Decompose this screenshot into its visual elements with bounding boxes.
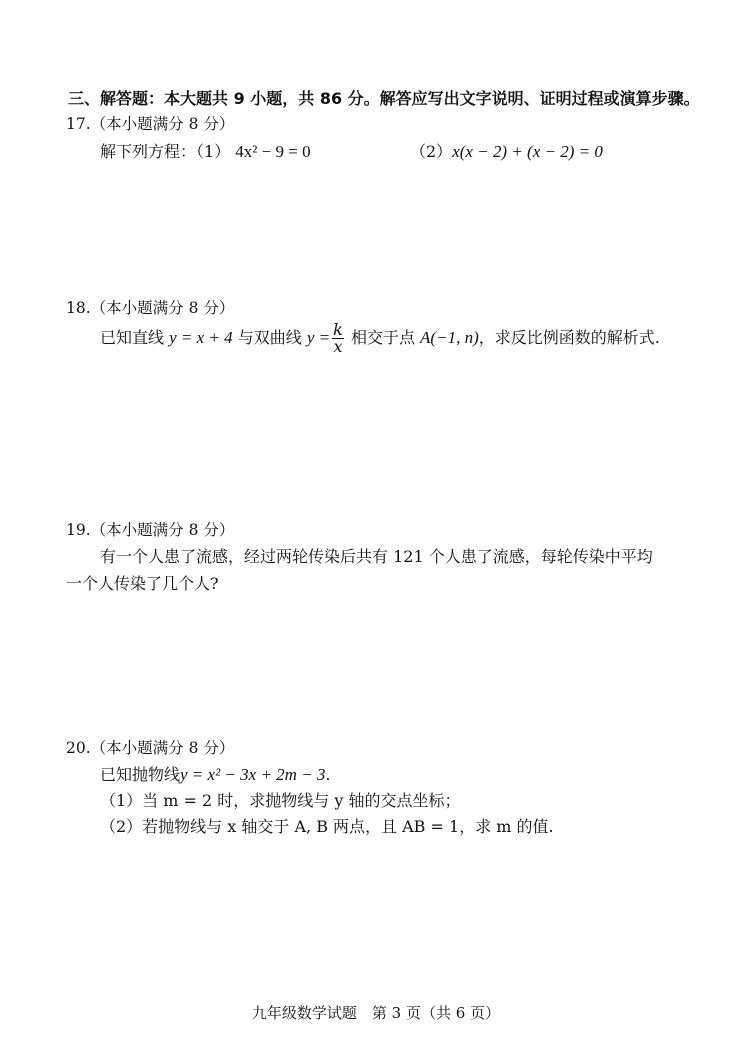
- question-18-text: [100, 320, 660, 356]
- question-19-line-1: 有一个人患了流感，经过两轮传染后共有 121 个人患了流感，每轮传染中平均: [100, 547, 653, 566]
- question-17-heading: 17.（本小题满分 8 分）: [66, 115, 235, 133]
- parabola-equation: y = x² − 3x + 2m − 3: [180, 765, 326, 784]
- question-18-text-a: 已知直线: [100, 328, 165, 347]
- question-17-part1-label: （1）: [196, 142, 231, 161]
- question-18-heading: 18.（本小题满分 8 分）: [66, 299, 235, 317]
- question-17-part2-label: （2）: [410, 142, 453, 161]
- question-17-part2: [410, 139, 603, 162]
- line-equation: y = x + 4: [169, 328, 233, 347]
- question-18-text-c: 相交于点: [350, 328, 415, 347]
- fraction-numerator: k: [333, 320, 343, 339]
- equation-text: 4x² − 9 = 0: [235, 142, 311, 161]
- question-19-line-2: 一个人传染了几个人?: [66, 574, 219, 593]
- hyperbola-lhs: y =: [306, 328, 331, 347]
- question-20-part-1: （1）当 m = 2 时，求抛物线与 y 轴的交点坐标；: [100, 791, 461, 810]
- question-20-intro-a: 已知抛物线: [100, 765, 181, 784]
- question-19-heading: 19.（本小题满分 8 分）: [66, 521, 235, 539]
- page-footer: 九年级数学试题 第 3 页（共 6 页）: [251, 1004, 501, 1022]
- question-17-part2-equation: x(x − 2) + (x − 2) = 0: [452, 142, 603, 161]
- question-18-text-d: ，求反比例函数的解析式.: [478, 328, 660, 347]
- question-17-prompt: [100, 139, 311, 162]
- question-17-part1-equation: [235, 142, 310, 161]
- hyperbola-fraction: [332, 322, 344, 355]
- fraction-denominator: x: [333, 337, 343, 356]
- question-17-prompt-text: 解下列方程：: [100, 142, 197, 161]
- question-20-intro: [100, 762, 331, 785]
- section-header: 三、解答题：本大题共 9 小题，共 86 分。解答应写出文字说明、证明过程或演算步骤。: [68, 89, 700, 108]
- question-20-part-2: （2）若抛物线与 x 轴交于 A, B 两点，且 AB = 1，求 m 的值.: [100, 817, 554, 836]
- intersection-point: A(−1, n): [420, 328, 479, 347]
- question-20-heading: 20.（本小题满分 8 分）: [66, 739, 235, 757]
- question-18-text-b: 与双曲线: [237, 328, 302, 347]
- question-20-intro-b: .: [325, 765, 331, 784]
